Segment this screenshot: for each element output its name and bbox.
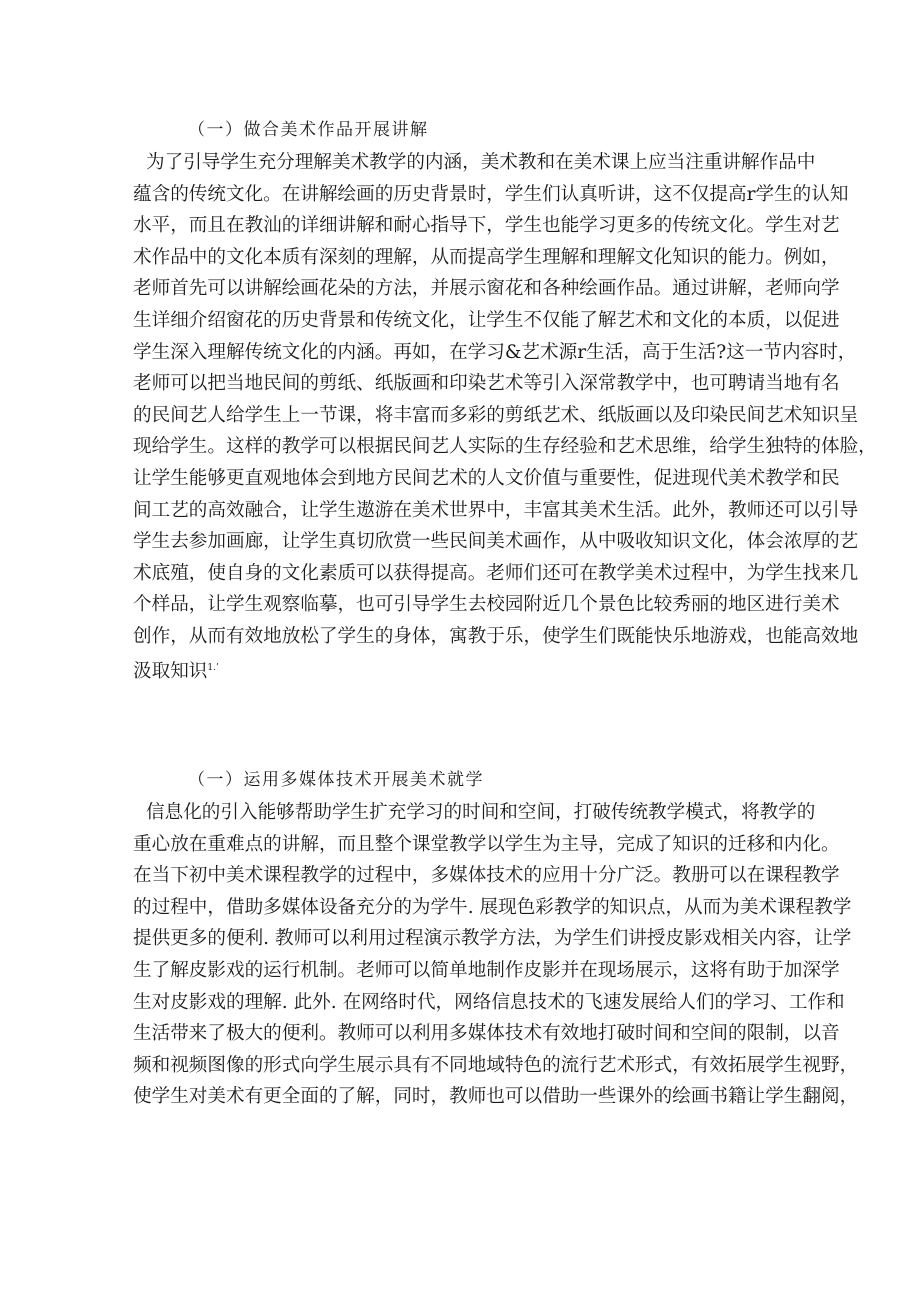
section-2-paragraph (133, 797, 859, 1113)
paragraph-line: 的过程中，借助多媒体设备充分的为学牛. 展现色彩教学的知识点，从而为美术课程教学 (133, 896, 852, 918)
section-1-paragraph (133, 147, 877, 684)
paragraph-line: 生了解皮影戏的运行机制。老师可以简单地制作皮影并在现场展示，这将有助于加深学 (133, 959, 840, 981)
paragraph-line: 创作，从而有效地放松了学生的身体，寓教于乐，使学生们既能快乐地游戏，也能高效地 (133, 625, 859, 647)
paragraph-line: 生活带来了极大的便利。教师可以利用多媒体技术有效地打破时间和空间的限制，以音 (133, 1023, 840, 1045)
paragraph-line-text: 汲取知识 (133, 660, 208, 682)
paragraph-line: 术作品中的文化本质有深刻的理解，从而提高学生理解和理解文化知识的能力。例如， (133, 246, 840, 268)
paragraph-line: 频和视频图像的形式向学生展示具有不同地域特色的流行艺术形式，有效拓展学生视野， (133, 1054, 859, 1076)
paragraph-line: 生详细介绍窗花的历史背景和传统文化，让学生不仅能了解艺术和文化的本质，以促进 (133, 309, 840, 331)
paragraph-line: 蕴含的传统文化。在讲解绘画的历史背景时，学生们认真听讲，这不仅提高r学生的认知 (133, 183, 849, 205)
section-heading-2: （一）运用多媒体技术开展美术就学 (188, 770, 484, 790)
paragraph-line: 老师可以把当地民间的剪纸、纸版画和印染艺术等引入深常教学中，也可聘请当地有名 (133, 373, 840, 395)
paragraph-line: 信息化的引入能够帮助学生扩充学习的时间和空间，打破传统教学模式，将教学的 (146, 802, 816, 823)
paragraph-line: 个样品，让学生观察临摹，也可引导学生去校园附近几个景色比较秀丽的地区进行美术 (133, 594, 840, 616)
paragraph-line: 学生深入理解传统文化的内涵。再如，在学习&艺术源r生活，高于生活?这一节内容时， (133, 341, 857, 363)
section-heading-1: （一）做合美术作品开展讲解 (188, 120, 429, 140)
paragraph-line: 使学生对美术有更全面的了解，同时，教师也可以借助一些课外的绘画书籍让学生翻阅， (133, 1086, 859, 1108)
paragraph-line: 现给学生。这样的教学可以根据民间艺人实际的生存经验和艺术思维，给学生独特的体脸， (133, 436, 877, 458)
paragraph-line: 在当下初中美术课程教学的过程中，多媒体技术的应用十分广泛。教册可以在课程教学 (133, 865, 840, 887)
paragraph-line: 重心放在重难点的讲解，而且整个课堂教学以学生为主导，完成了知识的迁移和内化。 (133, 833, 840, 855)
paragraph-line: 水平，而且在教汕的详细讲解和耐心指导下，学生也能学习更多的传统文化。学生对艺 (133, 215, 840, 237)
paragraph-line: 的民间艺人给学生上一节课，将丰富而多彩的剪纸艺术、纸版画以及印染民间艺术知识呈 (133, 404, 859, 426)
paragraph-line: 提供更多的便利. 教师可以利用过程演示教学方法，为学生们讲授皮影戏相关内容，让学 (133, 928, 852, 950)
paragraph-line: 生对皮影戏的理解. 此外. 在网络时代，网络信息技术的飞速发展给人们的学习、工作和 (133, 991, 845, 1013)
paragraph-line: 学生去参加画廊，让学生真切欣赏一些民间美术画作，从中吸收知识文化，体会浓厚的艺 (133, 531, 859, 553)
paragraph-line: 让学生能够更直观地体会到地方民间艺术的人文价值与重要性，促进现代美术教学和民 (133, 467, 840, 489)
paragraph-line: 术底殖，使自身的文化素质可以获得提高。老师们还可在教学美术过程中，为学生找来几 (133, 562, 859, 584)
paragraph-line: 老师首先可以讲解绘画花朵的方法，并展示窗花和各种绘画作品。通过讲解，老师向学 (133, 278, 840, 300)
paragraph-line: 为了引导学生充分理解美术教学的内涵，美术教和在美术课上应当注重讲解作品中 (146, 152, 816, 173)
paragraph-last-line (133, 653, 793, 685)
paragraph-line: 间工艺的高效融合，让学生遨游在美术世界中，丰富其美术生活。此外，教师还可以引导 (133, 499, 859, 521)
reference-mark: 1.’ (207, 662, 219, 673)
